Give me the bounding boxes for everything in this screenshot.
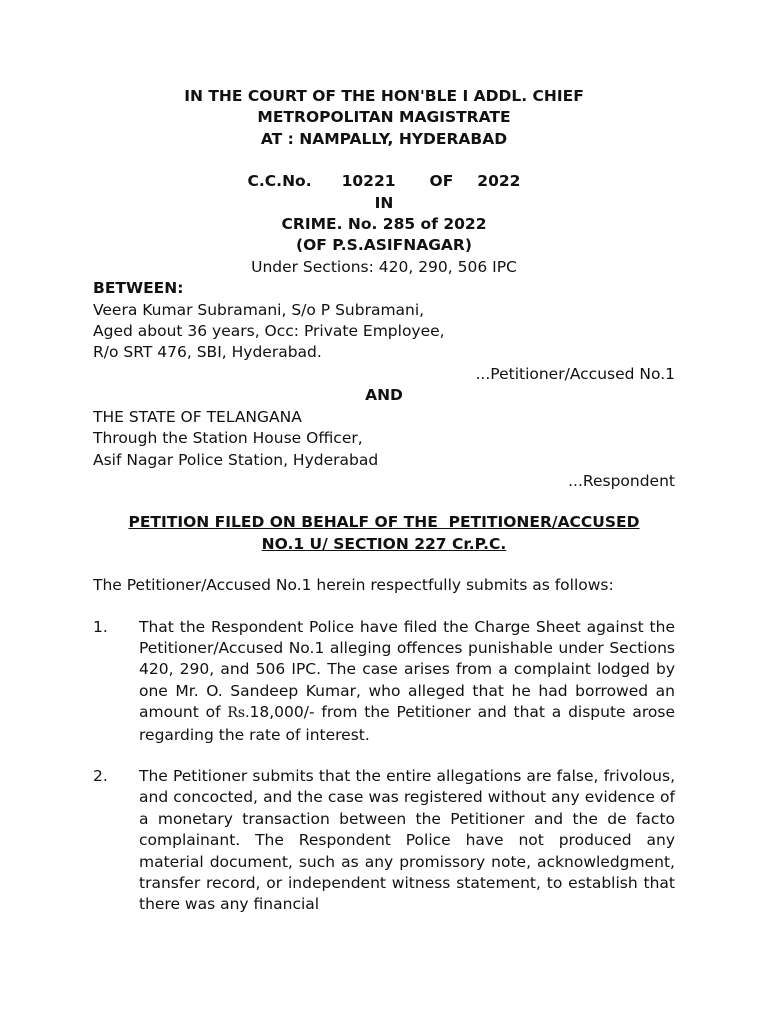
police-station: (OF P.S.ASIFNAGAR): [296, 236, 472, 255]
petitioner-line: R/o SRT 476, SBI, Hyderabad.: [93, 343, 322, 362]
paragraph-text: [139, 617, 675, 746]
respondent-line: Through the Station House Officer,: [93, 429, 363, 448]
petitioner-role: ...Petitioner/Accused No.1: [475, 364, 675, 383]
in-label: IN: [374, 193, 394, 212]
court-line-3: AT : NAMPALLY, HYDERABAD: [260, 129, 508, 148]
petitioner-line: Veera Kumar Subramani, S/o P Subramani,: [93, 300, 425, 319]
between-label: BETWEEN:: [93, 279, 184, 298]
sections-line: Under Sections: 420, 290, 506 IPC: [251, 257, 517, 276]
paragraph-1: [93, 617, 675, 746]
cc-number: 10221: [341, 172, 396, 191]
petition-title-line-1: PETITION FILED ON BEHALF OF THE PETITIONER/ACCUSED: [128, 513, 640, 532]
court-line-1: IN THE COURT OF THE HON'BLE I ADDL. CHIEF: [184, 87, 584, 105]
case-number-line: [93, 171, 675, 192]
case-year: 2022: [477, 172, 521, 191]
petitioner-line: Aged about 36 years, Occ: Private Employee,: [93, 322, 445, 341]
court-line-2: METROPOLITAN MAGISTRATE: [257, 108, 511, 127]
and-label: AND: [365, 386, 403, 405]
respondent-role: ...Respondent: [568, 471, 675, 490]
crime-number: CRIME. No. 285 of 2022: [281, 215, 487, 234]
petitioner-block: [93, 300, 675, 364]
court-heading: [93, 86, 675, 150]
currency-symbol: Rs.: [227, 705, 250, 722]
respondent-block: [93, 407, 675, 471]
paragraph-2: [93, 766, 675, 916]
petition-title: [93, 512, 675, 555]
of-label: OF: [429, 172, 454, 191]
respondent-line: Asif Nagar Police Station, Hyderabad: [93, 450, 379, 469]
respondent-line: THE STATE OF TELANGANA: [93, 407, 302, 426]
paragraph-text-part: 18,000/- from the Petitioner and that a dispute arose regarding the rate of interest.: [139, 703, 676, 744]
cc-label: C.C.No.: [247, 172, 312, 191]
paragraph-text-part: That the Respondent Police have filed the Charge Sheet against the Petitioner/Accused No.1 alleging offences punishable under Sections 420, 290, and 506 IPC. The case arises from a complaint lodged by one Mr. O. Sandeep Kumar, who alleged that he had borrowed an amount of: [139, 617, 675, 722]
petition-title-line-2: NO.1 U/ SECTION 227 Cr.P.C.: [261, 534, 507, 553]
paragraph-text: The Petitioner submits that the entire allegations are false, frivolous, and concocted, and the case was registered without any evidence of a monetary transaction between the Petitioner and the de facto complainant. The Respondent Police have not produced any material document, such as any promissory note, acknowledgment, transfer record, or independent witness statement, to establish that there was any financial: [139, 766, 675, 914]
paragraph-number: 1.: [93, 617, 108, 636]
document-page: [93, 86, 675, 916]
intro-text: The Petitioner/Accused No.1 herein respectfully submits as follows:: [93, 576, 614, 595]
paragraph-number: 2.: [93, 766, 108, 785]
